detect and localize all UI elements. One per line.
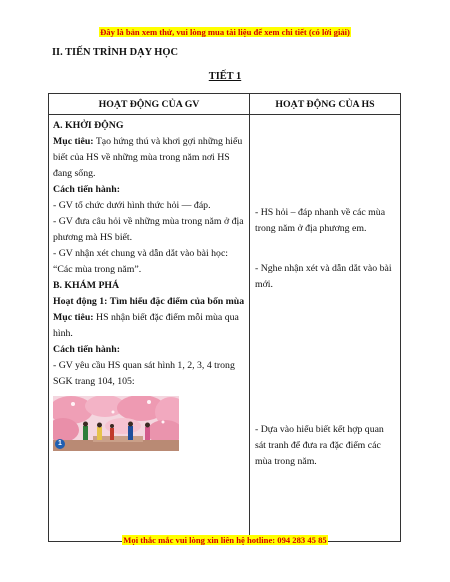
student-answer-3: - Dựa vào hiểu biết kết hợp quan sát tranh để đưa ra đặc điểm các mùa trong năm.: [255, 424, 384, 467]
section-b-goal: [53, 310, 245, 342]
student-answer-2: - Nghe nhận xét và dẫn dắt vào bài mới.: [255, 263, 392, 290]
section-a-goal: [53, 134, 245, 182]
section-title: II. TIẾN TRÌNH DẠY HỌC: [52, 47, 178, 58]
student-answer-1: - HS hỏi – đáp nhanh về các mùa trong năm ở địa phương em.: [255, 207, 386, 234]
section-a-method-label: Cách tiến hành:: [53, 184, 120, 195]
section-b-heading: B. KHÁM PHÁ: [53, 280, 120, 291]
lesson-plan-table: [48, 93, 401, 542]
section-a-heading: A. KHỞI ĐỘNG: [53, 120, 124, 131]
teacher-activity-cell: [49, 115, 250, 542]
goal-label: Mục tiêu:: [53, 312, 94, 323]
section-a-step-1: - GV tổ chức dưới hình thức hỏi — đáp.: [53, 200, 211, 211]
header-student-activity: HOẠT ĐỘNG CỦA HS: [250, 94, 401, 115]
lesson-title: TIẾT 1: [208, 71, 242, 82]
figure-number-badge: 1: [55, 439, 65, 449]
section-a-step-3: - GV nhận xét chung và dẫn dắt vào bài học: “Các mùa trong năm”.: [53, 248, 229, 275]
section-b-step-1: - GV yêu cầu HS quan sát hình 1, 2, 3, 4 trong SGK trang 104, 105:: [53, 360, 235, 387]
goal-text: HS nhận biết đặc điểm mỗi mùa qua hình.: [53, 312, 239, 339]
bottom-banner: [0, 535, 450, 545]
section-b-method-label: Cách tiến hành:: [53, 344, 120, 355]
student-activity-cell: [250, 115, 401, 542]
goal-text: Tạo hứng thú và khơi gợi những hiểu biết của HS về những mùa trong năm nơi HS đang sống.: [53, 136, 243, 179]
bottom-banner-text: Mọi thắc mắc vui lòng xin liên hệ hotline: 094 283 45 85: [123, 535, 327, 545]
section-a-step-2: - GV đưa câu hỏi về những mùa trong năm ở địa phương mà HS biết.: [53, 216, 244, 243]
spring-festival-illustration: [53, 396, 179, 451]
top-banner: [0, 27, 450, 37]
header-teacher-activity: HOẠT ĐỘNG CỦA GV: [49, 94, 250, 115]
table-header-row: [49, 94, 401, 115]
activity-1-title: Hoạt động 1: Tìm hiểu đặc điểm của bốn mùa: [53, 296, 245, 307]
spring-scene-image: [53, 396, 179, 451]
table-body-row: [49, 115, 401, 542]
goal-label: Mục tiêu:: [53, 136, 94, 147]
top-banner-text: Đây là bản xem thử, vui lòng mua tài liệu để xem chi tiết (có lời giải): [100, 27, 350, 37]
